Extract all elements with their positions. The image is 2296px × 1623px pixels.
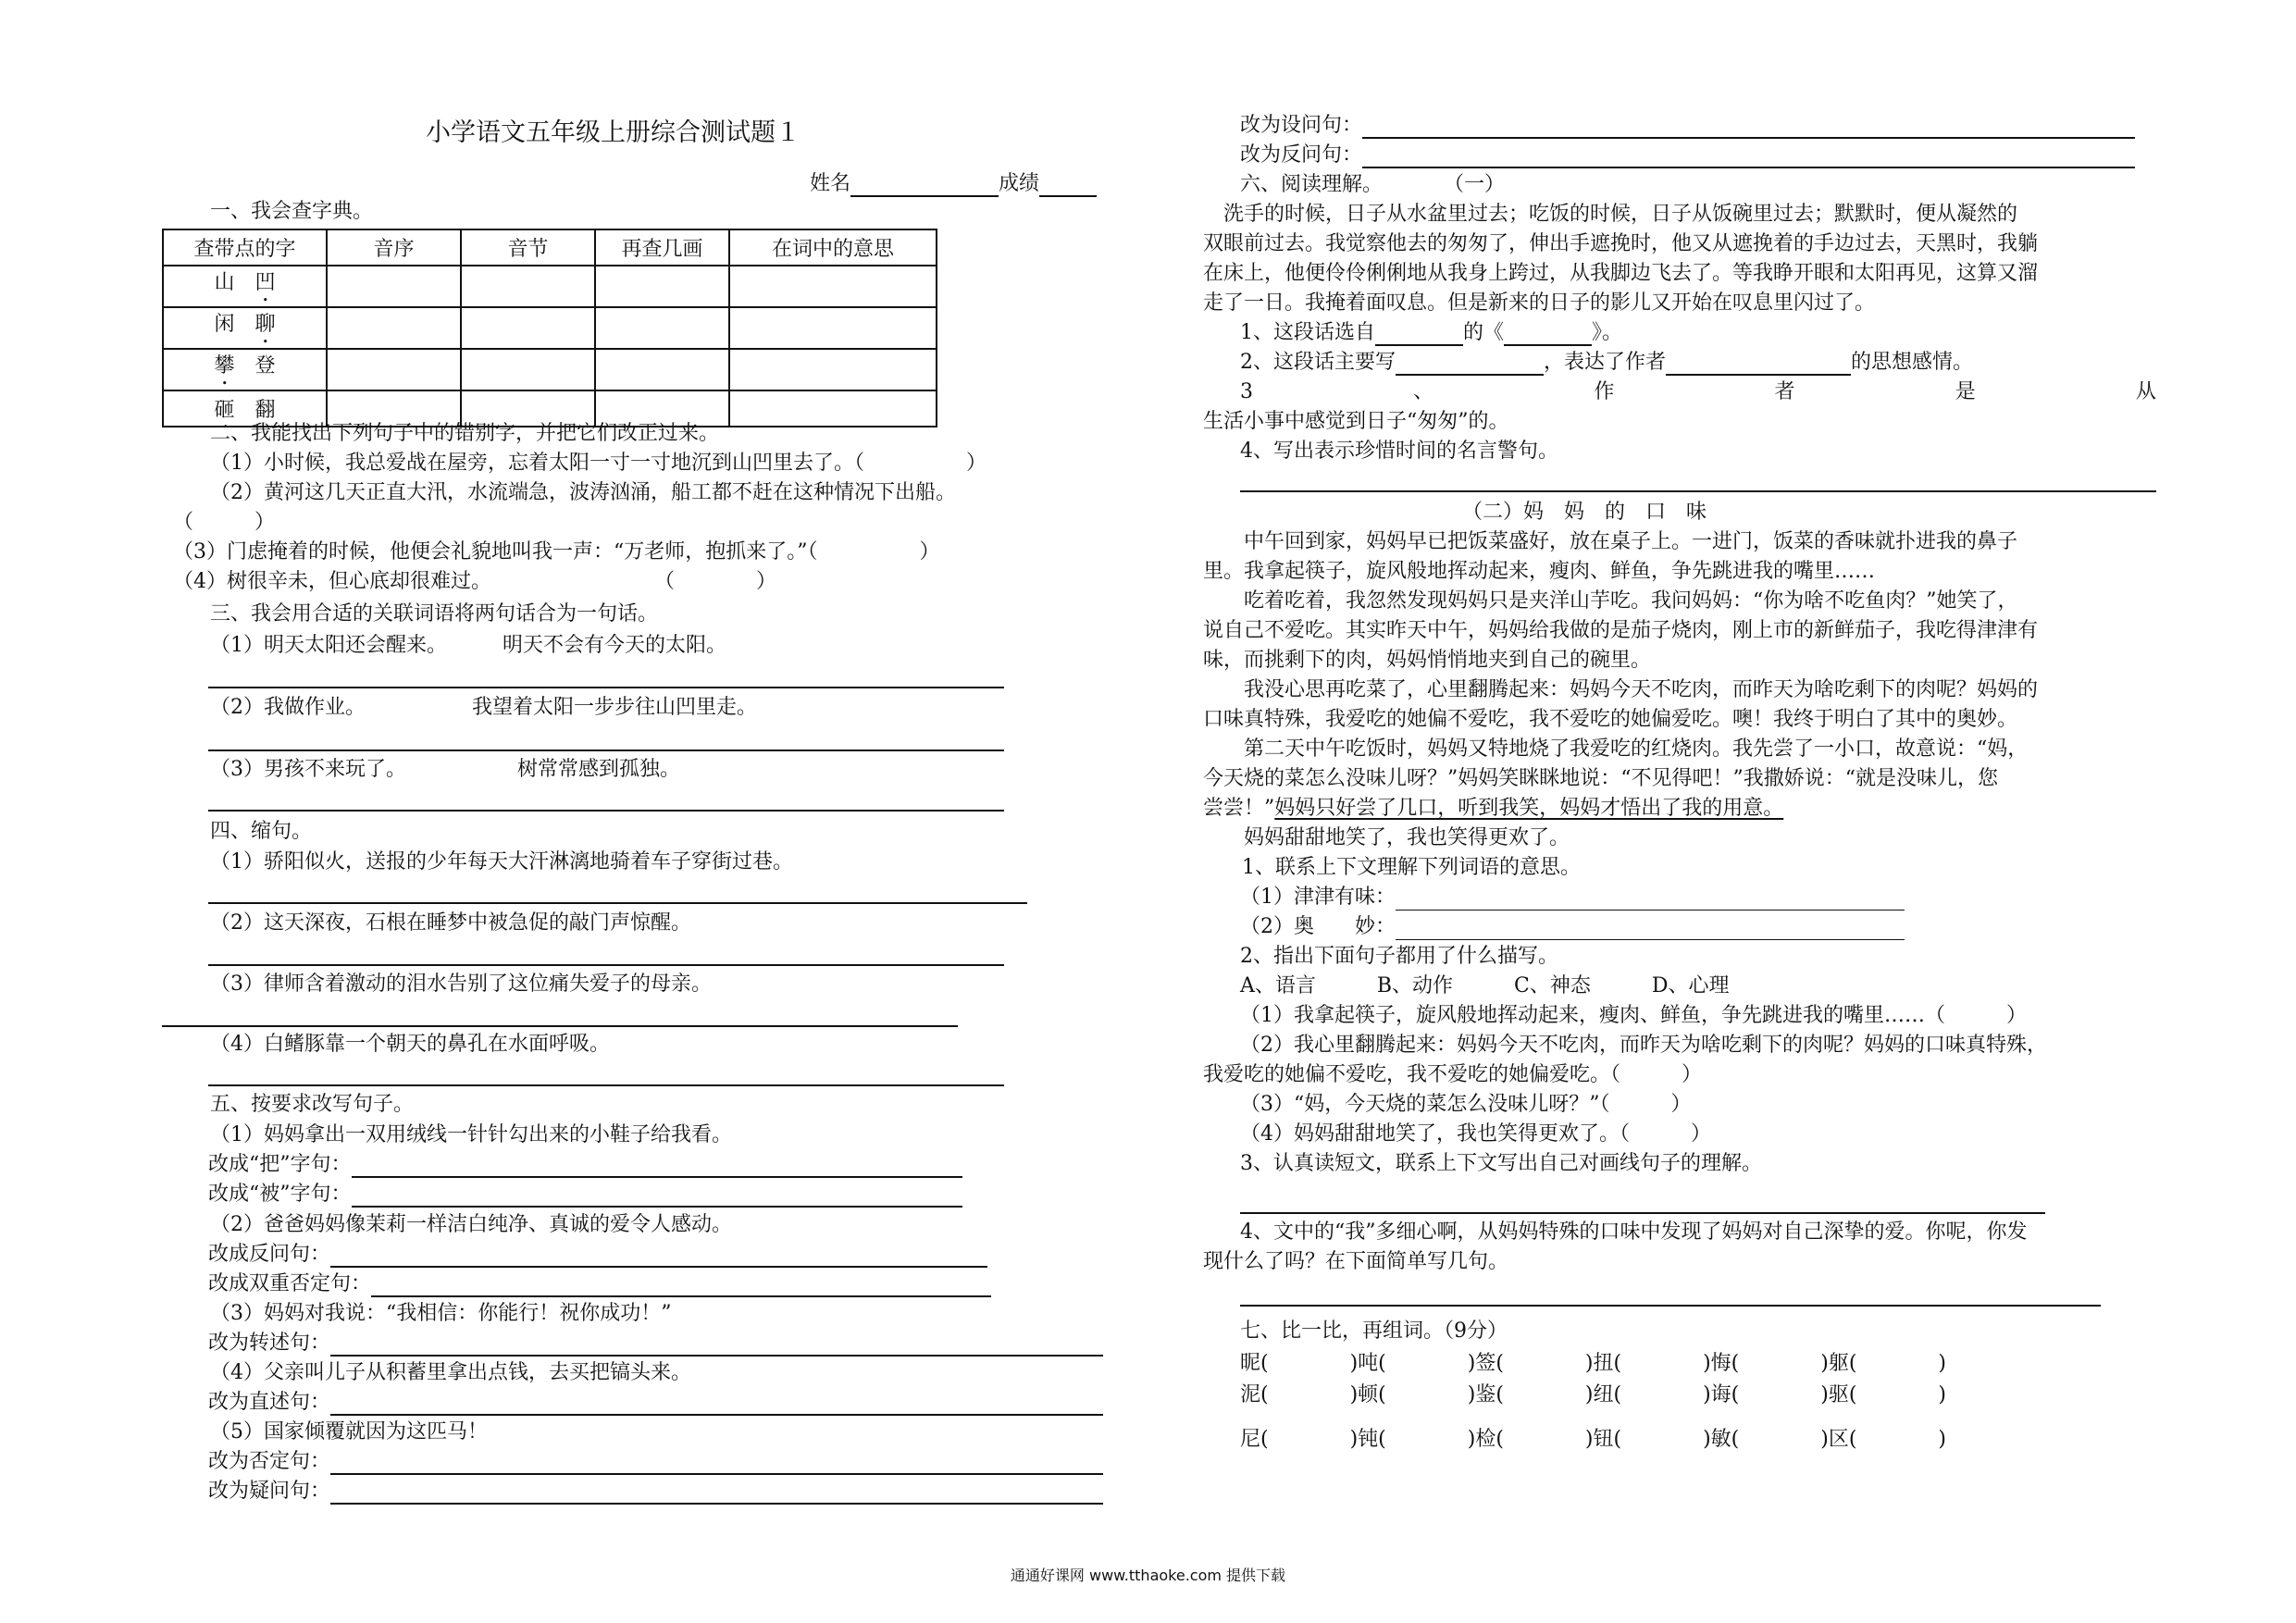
passage-1-line: 走了一日。我掩着面叹息。但是新来的日子的影儿又开始在叹息里闪过了。 xyxy=(1203,291,1876,315)
answer-line[interactable] xyxy=(208,902,1027,904)
q3-part: 作 xyxy=(1594,380,1615,403)
q3-part: 者 xyxy=(1774,380,1795,403)
answer-line[interactable] xyxy=(1396,889,1905,911)
s4-item: （1）骄阳似火，送报的少年每天大汗淋漓地骑着车子穿街过巷。 xyxy=(210,850,793,873)
s3-sentence-a: （2）我做作业。 xyxy=(210,696,366,719)
passage-2-line: 我没心思再吃菜了，心里翻腾起来：妈妈今天不吃肉，而昨天为啥吃剩下的肉呢？妈妈的 xyxy=(1203,678,2039,701)
underlined-sentence: 妈妈只好尝了几口，听到我笑，妈妈才悟出了我的用意。 xyxy=(1274,797,1784,820)
table-row xyxy=(163,266,937,307)
passage-2-line: 说自己不爱吃。其实昨天中午，妈妈给我做的是茄子烧肉，刚上市的新鲜茄子，我吃得津津有 xyxy=(1203,619,2039,642)
section-3-heading: 三、我会用合适的关联词语将两句话合为一句话。 xyxy=(210,602,659,626)
answer-line[interactable] xyxy=(1504,324,1592,346)
word-group-row: 泥( )顿( )鉴( )纽( )诲( )驱( ) xyxy=(1240,1383,1946,1406)
passage-1-line: 双眼前过去。我觉察他去的匆匆了，伸出手遮挽时，他又从遮挽着的手边过去，天黑时，我躺 xyxy=(1203,232,2039,255)
answer-line[interactable] xyxy=(208,964,1004,966)
answer-cell[interactable] xyxy=(327,307,461,349)
s5-prompt: （4）父亲叫儿子从积蓄里拿出点钱，去买把镐头来。 xyxy=(210,1361,691,1384)
word-char: 翻 xyxy=(254,399,276,422)
question-q1a xyxy=(1240,885,1905,911)
passage-2-line: 第二天中午吃饭时，妈妈又特地烧了我爱吃的红烧肉。我先尝了一小口，故意说：“妈， xyxy=(1203,737,2029,761)
s5-label: 改为设问句： xyxy=(1240,114,1363,137)
s2-item: （ ） xyxy=(173,511,276,534)
header-cell: 音节 xyxy=(461,229,595,266)
word-char: 登 xyxy=(254,354,276,378)
answer-cell[interactable] xyxy=(729,307,937,349)
word-group-row: 昵( )吨( )签( )扭( )悔( )躯( ) xyxy=(1240,1352,1946,1375)
question-q4: 现什么了吗？在下面简单写几句。 xyxy=(1203,1250,1509,1273)
s5-label: 改成反问句： xyxy=(208,1243,331,1266)
answer-cell[interactable] xyxy=(595,349,729,390)
header-cell: 音序 xyxy=(327,229,461,266)
answer-line[interactable] xyxy=(352,1156,962,1178)
answer-line[interactable] xyxy=(208,810,1004,812)
score-field[interactable] xyxy=(1039,175,1097,197)
s5-prompt: （3）妈妈对我说：“我相信：你能行！祝你成功！” xyxy=(210,1302,672,1325)
answer-cell[interactable] xyxy=(327,266,461,307)
s5-answer-row xyxy=(208,1449,1103,1475)
answer-cell[interactable] xyxy=(729,390,937,427)
s5-label: 改为转述句： xyxy=(208,1332,331,1355)
question-4: 4、写出表示珍惜时间的名言警句。 xyxy=(1240,440,1558,463)
q2-text: 2、这段话主要写 xyxy=(1240,351,1396,374)
passage-2-line xyxy=(1203,796,1783,822)
answer-line[interactable] xyxy=(1362,146,2135,168)
question-q1b xyxy=(1240,914,1905,940)
dictionary-table-header xyxy=(163,229,937,266)
s3-sentence-b: 明天不会有今天的太阳。 xyxy=(503,634,727,657)
dotted-char: 凹 xyxy=(254,271,276,294)
passage-2-line: 妈妈甜甜地笑了，我也笑得更欢了。 xyxy=(1203,826,1570,849)
s3-sentence-a: （1）明天太阳还会醒来。 xyxy=(210,634,447,657)
answer-cell[interactable] xyxy=(595,307,729,349)
s3-item xyxy=(210,695,757,721)
name-field[interactable] xyxy=(850,175,999,197)
answer-line[interactable] xyxy=(1240,490,2156,492)
q3-part: 从 xyxy=(2135,380,2156,403)
q2-item: （1）我拿起筷子，旋风般地挥动起来，瘦肉、鲜鱼，争先跳进我的嘴里……（ ） xyxy=(1240,1004,2027,1027)
header-cell: 在词中的意思 xyxy=(729,229,937,266)
q1-text: 1、这段话选自 xyxy=(1240,321,1375,344)
s2-item: （3）门虑掩着的时候，他便会礼貌地叫我一声：“万老师，抱抓来了。”（ ） xyxy=(173,540,940,564)
question-3-cont: 生活小事中感觉到日子“匆匆”的。 xyxy=(1203,410,1509,433)
passage-2-text: 尝尝！” xyxy=(1203,797,1275,820)
s3-item xyxy=(210,633,726,659)
dotted-char: 聊 xyxy=(254,313,276,336)
answer-cell[interactable] xyxy=(461,349,595,390)
passage-2-line: 里。我拿起筷子，旋风般地挥动起来，瘦肉、鲜鱼，争先跳进我的嘴里…… xyxy=(1203,560,1876,583)
word-cell xyxy=(163,307,327,349)
section-1-heading: 一、我会查字典。 xyxy=(210,200,374,223)
s2-item: （1）小时候，我总爱战在屋旁，忘着太阳一寸一寸地沉到山凹里去了。（ ） xyxy=(210,452,987,475)
question-q2: 2、指出下面句子都用了什么描写。 xyxy=(1240,945,1558,968)
answer-line[interactable] xyxy=(162,1025,958,1027)
q-label: （1）津津有味： xyxy=(1240,886,1396,909)
q2-item: （2）我心里翻腾起来：妈妈今天不吃肉，而昨天为啥吃剩下的肉呢？妈妈的口味真特殊， xyxy=(1240,1034,2048,1057)
score-label: 成绩 xyxy=(999,172,1040,195)
word-cell xyxy=(163,266,327,307)
passage-2-line: 中午回到家，妈妈早已把饭菜盛好，放在桌子上。一进门，饭菜的香味就扑进我的鼻子 xyxy=(1203,530,2018,553)
question-q2-options: A、语言 B、动作 C、神态 D、心理 xyxy=(1240,974,1730,997)
passage-1-line: 洗手的时候，日子从水盆里过去；吃饭的时候，日子从饭碗里过去；默默时，便从凝然的 xyxy=(1203,203,2018,226)
word-char: 山 xyxy=(214,271,235,294)
answer-cell[interactable] xyxy=(729,266,937,307)
question-q3: 3、认真读短文，联系上下文写出自己对画线句子的理解。 xyxy=(1240,1152,1762,1175)
q3-part: 是 xyxy=(1955,380,1976,403)
answer-line[interactable] xyxy=(330,1453,1103,1475)
answer-line[interactable] xyxy=(208,1084,1004,1086)
s5-label: 改成双重否定句： xyxy=(208,1272,372,1295)
answer-line[interactable] xyxy=(371,1275,991,1297)
s5-answer-row xyxy=(208,1152,962,1178)
s5-answer-row xyxy=(208,1331,1103,1357)
s5-label: 改为否定句： xyxy=(208,1450,331,1473)
s5-prompt: （2）爸爸妈妈像茉莉一样洁白纯净、真诚的爱令人感动。 xyxy=(210,1213,732,1236)
name-score-line xyxy=(810,171,1097,197)
answer-cell[interactable] xyxy=(327,349,461,390)
dotted-char: 攀 xyxy=(214,354,235,378)
header-cell: 查带点的字 xyxy=(163,229,327,266)
answer-line[interactable] xyxy=(1240,1212,2045,1214)
s5-label: 改成“把”字句： xyxy=(208,1153,352,1176)
q2-item: 我爱吃的她偏不爱吃，我不爱吃的她偏爱吃。（ ） xyxy=(1203,1063,1703,1086)
word-group-row: 尼( )钝( )检( )钮( )敏( )区( ) xyxy=(1240,1428,1946,1451)
answer-line[interactable] xyxy=(1666,353,1851,376)
dictionary-table xyxy=(162,229,937,427)
section-5-heading: 五、按要求改写句子。 xyxy=(210,1093,415,1116)
answer-line[interactable] xyxy=(1396,353,1544,376)
page-title: 小学语文五年级上册综合测试题１ xyxy=(426,118,800,147)
s4-item: （2）这天深夜，石根在睡梦中被急促的敲门声惊醒。 xyxy=(210,911,691,935)
q1-text: 的《 xyxy=(1463,321,1505,344)
question-q4: 4、文中的“我”多细心啊，从妈妈特殊的口味中发现了妈妈对自己深挚的爱。你呢，你发 xyxy=(1240,1220,2028,1244)
passage-2-line: 吃着吃着，我忽然发现妈妈只是夹洋山芋吃。我问妈妈：“你为啥不吃鱼肉？”她笑了， xyxy=(1203,589,2018,613)
q2-item: （4）妈妈甜甜地笑了，我也笑得更欢了。（ ） xyxy=(1240,1122,1711,1146)
s5-prompt: （1）妈妈拿出一双用绒线一针针勾出来的小鞋子给我看。 xyxy=(210,1123,732,1146)
question-2 xyxy=(1240,350,1973,376)
answer-line[interactable] xyxy=(1240,1305,2101,1307)
table-row xyxy=(163,349,937,390)
name-label: 姓名 xyxy=(810,172,851,195)
s5-answer-row xyxy=(208,1242,987,1268)
answer-line[interactable] xyxy=(330,1394,1103,1416)
s4-item: （3）律师含着激动的泪水告别了这位痛失爱子的母亲。 xyxy=(210,973,712,996)
section-6-heading: 六、阅读理解。 （一） xyxy=(1240,173,1506,196)
s2-item: （2）黄河这几天正直大汛，水流端急，波涛汹涌，船工都不赶在这种情况下出船。 xyxy=(210,481,956,504)
s4-item: （4）白鳍豚靠一个朝天的鼻孔在水面呼吸。 xyxy=(210,1033,610,1056)
answer-cell[interactable] xyxy=(729,349,937,390)
answer-cell[interactable] xyxy=(595,266,729,307)
s3-sentence-a: （3）男孩不来玩了。 xyxy=(210,758,406,781)
answer-line[interactable] xyxy=(1375,324,1463,346)
section-4-heading: 四、缩句。 xyxy=(210,820,313,843)
answer-line[interactable] xyxy=(208,687,1004,688)
answer-line[interactable] xyxy=(330,1245,987,1268)
header-cell: 再查几画 xyxy=(595,229,729,266)
s5-answer-row xyxy=(208,1479,1103,1505)
s5-answer-row xyxy=(1240,142,2135,168)
section-2-heading: 二、我能找出下列句子中的错别字，并把它们改正过来。 xyxy=(210,422,720,445)
s3-sentence-b: 我望着太阳一步步往山凹里走。 xyxy=(472,696,758,719)
answer-line[interactable] xyxy=(1396,919,1905,940)
s5-label: 改为直述句： xyxy=(208,1391,331,1414)
s3-sentence-b: 树常常感到孤独。 xyxy=(517,758,681,781)
passage-2-line: 味，而挑剩下的肉，妈妈悄悄地夹到自己的碗里。 xyxy=(1203,649,1652,672)
footer-credit: 通通好课网 www.tthaoke.com 提供下载 xyxy=(1010,1567,1286,1584)
s3-item xyxy=(210,757,680,783)
q3-part: 、 xyxy=(1413,380,1434,403)
q3-part: 3 xyxy=(1240,380,1253,403)
s5-answer-row xyxy=(208,1390,1103,1416)
s5-label: 改为反问句： xyxy=(1240,143,1363,167)
q2-text: ，表达了作者 xyxy=(1544,351,1667,374)
passage-2-line: 口味真特殊，我爱吃的她偏不爱吃，我不爱吃的她偏爱吃。噢！我终于明白了其中的奥妙。 xyxy=(1203,708,2018,731)
answer-line[interactable] xyxy=(352,1185,962,1208)
answer-line[interactable] xyxy=(330,1482,1103,1505)
s5-prompt: （5）国家倾覆就因为这匹马！ xyxy=(210,1420,488,1443)
answer-line[interactable] xyxy=(1362,117,2135,139)
s5-answer-row xyxy=(1240,113,2135,139)
q1-text: 》。 xyxy=(1592,321,1623,344)
answer-cell[interactable] xyxy=(461,266,595,307)
s2-item: （4）树很辛未，但心底却很难过。 （ ） xyxy=(173,570,776,593)
question-q1: 1、联系上下文理解下列词语的意思。 xyxy=(1222,856,1581,879)
passage-2-line: 今天烧的菜怎么没味儿呀？”妈妈笑眯眯地说：“不见得吧！”我撒娇说：“就是没味儿，您 xyxy=(1203,767,1998,790)
question-3 xyxy=(1240,379,2156,405)
q2-text: 的思想感情。 xyxy=(1851,351,1974,374)
s5-label: 改为疑问句： xyxy=(208,1480,331,1503)
question-1 xyxy=(1240,320,1622,346)
section-7-heading: 七、比一比，再组词。（9分） xyxy=(1240,1319,1508,1343)
q-label: （2）奥 妙： xyxy=(1240,915,1396,938)
passage-1-line: 在床上，他便伶伶俐俐地从我身上跨过，从我脚边飞去了。等我睁开眼和太阳再见，这算又溜 xyxy=(1203,262,2039,285)
word-char: 砸 xyxy=(214,399,235,422)
s5-answer-row xyxy=(208,1271,991,1297)
q2-item: （3）“妈，今天烧的菜怎么没味儿呀？”（ ） xyxy=(1240,1093,1692,1116)
passage-2-title: （二）妈 妈 的 口 味 xyxy=(1462,501,1707,524)
word-char: 闲 xyxy=(214,313,235,336)
word-cell xyxy=(163,349,327,390)
table-row xyxy=(163,307,937,349)
answer-cell[interactable] xyxy=(461,307,595,349)
answer-line[interactable] xyxy=(330,1334,1103,1357)
s5-label: 改成“被”字句： xyxy=(208,1183,352,1206)
s5-answer-row xyxy=(208,1182,962,1208)
answer-line[interactable] xyxy=(208,750,1004,751)
